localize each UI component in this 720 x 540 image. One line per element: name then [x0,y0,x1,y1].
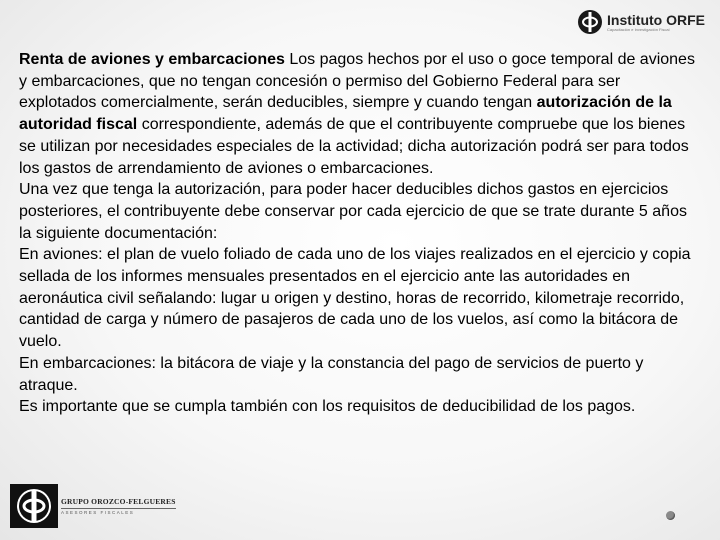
logo-tagline: Capacitación e Investigación Fiscal [607,26,670,32]
footer-brand: GRUPO OROZCO-FELGUERES [61,497,176,506]
paragraph-1-end: correspondiente, además de que el contribuyente compruebe que los bienes se utilizan por necesidades especiales de la actividad; dicha autorización podrá ser para todos los gastos de arrendamiento de aviones o embarcaciones. [19,116,689,177]
orfe-seal-icon [577,9,603,35]
document-title: Renta de aviones y embarcaciones [19,51,285,68]
paragraph-3: En aviones: el plan de vuelo foliado de cada uno de los viajes realizados en el ejercicio y copia sellada de los informes mensuales presentados en el ejercicio ante las autoridades en aeronáutica civil señalando: lugar u origen y destino, horas de recorrido, kilometraje recorrido, cantidad de carga y número de pasajeros de cada uno de los vuelos, así como la bitácora de vuelo. [19,246,691,351]
instituto-orfe-logo [577,4,712,40]
logo-name: Instituto ORFE [607,11,705,28]
paragraph-5: Es importante que se cumpla también con los requisitos de deducibilidad de los pagos. [19,398,636,416]
paragraph-1-start: Los pagos hechos por el uso o goce temporal de aviones y embarcaciones, que no tengan concesión o permiso del Gobierno Federal para ser explotados comercialmente, serán deducibles, siempre y cuando tengan [19,51,695,112]
decorative-dot [666,511,675,520]
footer-subtitle: ASESORES FISCALES [61,508,176,515]
grupo-orozco-felgueres-logo [10,482,182,530]
paragraph-1-emphasis: autorización de la autoridad fiscal [19,94,672,134]
document-title-line [19,49,699,179]
paragraph-4: En embarcaciones: la bitácora de viaje y la constancia del pago de servicios de puerto y atraque. [19,354,644,394]
paragraph-2: Una vez que tenga la autorización, para poder hacer deducibles dichos gastos en ejercicios posteriores, el contribuyente debe conservar por cada ejercicio de que se trate durante 5 años la siguiente documentación: [19,181,687,242]
document-body [19,49,699,418]
gof-seal-icon [10,484,58,528]
